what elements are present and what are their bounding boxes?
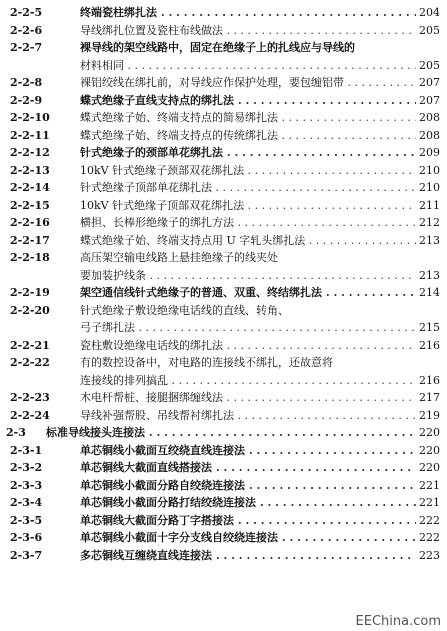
toc-entry-title: 10kV 针式绝缘子颈部双花绑扎法 . . . [80,162,416,180]
toc-entry[interactable] [6,389,442,407]
toc-entry[interactable] [6,197,442,215]
toc-entry-title: 材料相同 . . . [80,57,416,75]
toc-entry[interactable] [6,424,442,442]
toc-entry[interactable] [6,407,442,425]
toc-entry-page: 204 [419,6,440,19]
toc-entry[interactable] [6,267,442,285]
toc-entry[interactable] [6,4,442,22]
toc-entry-title: 高压架空输电线路上悬挂绝缘子的线夹处 [80,251,278,264]
toc-entry-number: 2-2-22 [10,356,50,369]
toc-entry[interactable] [6,442,442,460]
toc-entry-page: 213 [419,233,440,247]
toc-entry-page: 221 [419,496,440,509]
toc-entry-title: 10kV 针式绝缘子顶部双花绑扎法 . . . [80,197,416,215]
toc-entry-number: 2-2-10 [10,111,50,124]
toc-entry-title: 针式绝缘子的颈部单花绑扎法 . . . [80,144,416,162]
toc-entry-page: 220 [419,426,440,439]
toc-entry-page: 208 [419,128,440,142]
toc-entry[interactable] [6,284,442,302]
toc-entry-number: 2-2-24 [10,408,50,422]
watermark: EEChina.com [355,614,441,629]
toc-entry-page: 220 [419,443,440,457]
toc-entry-title: 终端瓷柱绑扎法 . . . [80,4,416,22]
toc-entry-title: 裸铝绞线在绑扎前，对导线应作保护处理，要包缠铝带 . . . [80,74,416,92]
toc-entry-number: 2-3-6 [10,531,43,544]
toc-entry[interactable] [6,144,442,162]
toc-entry-number: 2-2-13 [10,163,50,177]
toc-entry[interactable] [6,109,442,127]
toc-entry-number: 2-2-18 [10,251,50,264]
toc-entry-page: 216 [419,338,440,352]
toc-entry-page: 214 [419,286,440,299]
toc-entry-page: 205 [419,23,440,37]
toc-entry-number: 2-2-8 [10,76,43,89]
toc-entry-number: 2-3-5 [10,513,43,527]
toc-entry[interactable] [6,372,442,390]
toc-entry[interactable] [6,512,442,530]
toc-entry-number: 2-2-16 [10,216,50,229]
toc-entry[interactable] [6,354,442,372]
toc-entry[interactable] [6,337,442,355]
toc-entry-page: 212 [419,216,440,229]
toc-entry-number: 2-2-17 [10,233,50,247]
toc-entry[interactable] [6,179,442,197]
toc-entry-title: 木电杆帮桩、接腿捆绑缠线法 . . . [80,389,416,407]
toc-entry-title: 标准导线接头连接法 . . . [46,424,416,442]
toc-entry-number: 2-2-21 [10,338,50,352]
toc-entry[interactable] [6,494,442,512]
toc-entry[interactable] [6,302,442,320]
toc-entry[interactable] [6,529,442,547]
toc-entry-number: 2-2-20 [10,303,50,317]
toc-entry-title: 蝶式绝缘子直线支持点的绑扎法 . . . [80,92,416,110]
toc-entry-number: 2-3-2 [10,461,43,474]
toc-entry[interactable] [6,22,442,40]
toc-entry-title: 连接线的排列搞乱 . . . [80,372,416,390]
toc-entry-title: 蝶式绝缘子始、终端支持点的传统绑扎法 . . . [80,127,416,145]
toc-entry[interactable] [6,127,442,145]
toc-entry-title: 导线绑扎位置及瓷柱布线做法 . . . [80,22,416,40]
toc-entry-page: 211 [419,198,440,212]
toc-entry-page: 210 [419,181,440,194]
toc-entry-title: 横担、长棒形绝缘子的绑扎方法 . . . [80,214,416,232]
toc-entry-title: 导线补强帮股、吊线帮衬绑扎法 . . . [80,407,416,425]
toc-entry[interactable] [6,477,442,495]
toc-entry-page: 222 [419,531,440,544]
toc-entry-page: 216 [419,373,440,387]
toc-entry[interactable] [6,162,442,180]
toc-entry-title: 单芯铜线小截面十字分支线自绞绕连接法 . . . [80,529,416,547]
toc-entry-page: 213 [419,268,440,282]
toc-entry-title: 单芯铜线小截面分路自绞绕连接法 . . . [80,477,416,495]
toc-entry-title: 单芯铜线小截面分路打结绞绕连接法 . . . [80,494,416,512]
toc-entry-page: 219 [419,408,440,422]
toc-entry[interactable] [6,39,442,57]
toc-entry-page: 210 [419,163,440,177]
toc-entry[interactable] [6,232,442,250]
toc-entry-title: 要加装护线条 . . . [80,267,416,285]
toc-entry-title: 蝶式绝缘子始、终端支持点的简易绑扎法 . . . [80,109,416,127]
toc-entry-number: 2-2-14 [10,181,50,194]
toc-entry-title: 针式绝缘子顶部单花绑扎法 . . . [80,179,416,197]
toc-list [6,4,442,564]
toc-entry-number: 2-2-23 [10,391,50,404]
toc-entry-title: 裸导线的架空线路中，固定在绝缘子上的扎线应与导线的 [80,41,355,54]
toc-entry[interactable] [6,319,442,337]
toc-entry-page: 209 [419,146,440,159]
toc-entry[interactable] [6,547,442,565]
toc-entry-title: 架空通信线针式绝缘子的普通、双重、终结绑扎法 . . . [80,284,416,302]
toc-entry-page: 220 [419,461,440,474]
toc-entry-number: 2-3-7 [10,548,43,562]
toc-entry-number: 2-2-7 [10,41,43,54]
toc-entry[interactable] [6,214,442,232]
toc-entry-page: 221 [419,478,440,492]
toc-entry-number: 2-3-1 [10,443,43,457]
toc-entry[interactable] [6,57,442,75]
toc-entry-title: 多芯铜线互缠绕直线连接法 . . . [80,547,416,565]
toc-entry-title: 蝶式绝缘子始、终端支持点用 U 字轧头绑扎法 . . . [80,232,416,250]
toc-entry[interactable] [6,74,442,92]
toc-entry-page: 208 [419,111,440,124]
toc-entry-title: 有的数控设备中，对电路的连接线不绑扎，还故意将 [80,356,333,369]
toc-entry-number: 2-2-12 [10,146,50,159]
toc-entry-number: 2-3 [6,426,26,439]
toc-entry-title: 单芯铜线小截面互绞绕直线连接法 . . . [80,442,416,460]
toc-entry-title: 单芯铜线大截面直线搭接法 . . . [80,459,416,477]
toc-entry-title: 弓子绑扎法 . . . [80,319,416,337]
toc-entry-number: 2-2-6 [10,23,43,37]
toc-entry-page: 215 [419,321,440,334]
toc-entry-number: 2-2-15 [10,198,50,212]
toc-entry-title: 瓷柱敷设绝缘电话线的绑扎法 . . . [80,337,416,355]
toc-entry-number: 2-3-4 [10,496,43,509]
toc-entry-page: 222 [419,513,440,527]
toc-entry-number: 2-2-19 [10,286,50,299]
toc-entry-title: 针式绝缘子敷设绝缘电话线的直线、转角、 [80,303,289,317]
toc-entry-page: 217 [419,391,440,404]
toc-entry-number: 2-2-5 [10,6,43,19]
toc-entry-title: 单芯铜线大截面分路丁字搭接法 . . . [80,512,416,530]
toc-entry-page: 207 [419,76,440,89]
toc-entry-page: 207 [419,93,440,107]
toc-entry-number: 2-2-9 [10,93,43,107]
toc-entry-page: 205 [419,58,440,72]
toc-entry[interactable] [6,459,442,477]
toc-entry[interactable] [6,249,442,267]
toc-entry-number: 2-3-3 [10,478,43,492]
toc-entry-number: 2-2-11 [10,128,50,142]
toc-entry-page: 223 [419,548,440,562]
toc-entry[interactable] [6,92,442,110]
